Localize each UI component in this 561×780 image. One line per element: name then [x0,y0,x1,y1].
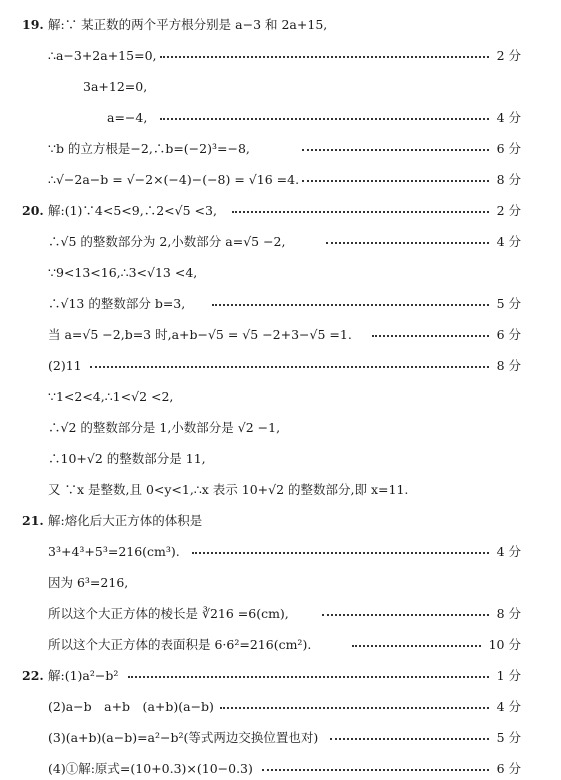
line [0,665,561,687]
line [0,541,561,563]
line [0,634,561,656]
leader-dots [322,614,489,616]
leader-dots [302,149,489,151]
line [0,45,561,67]
leader-dots [220,707,489,709]
line [0,510,561,532]
line [0,355,561,377]
line [0,572,561,594]
line-text: (2)a−b a+b (a+b)(a−b) [48,699,214,714]
leader-dots [372,335,489,337]
leader-dots [352,645,481,647]
line-text: (2)11 [48,358,82,373]
line [0,727,561,749]
line-text: 所以这个大正方体的表面积是 6·6²=216(cm²). [48,637,312,652]
leader-dots [232,211,489,213]
score: 6 分 [496,327,521,342]
score: 4 分 [496,544,521,559]
line-text: 解:∵ 某正数的两个平方根分别是 a−3 和 2a+15, [48,17,328,32]
line [0,76,561,98]
line [0,386,561,408]
line [0,138,561,160]
score: 2 分 [496,48,521,63]
line-text: 解:(1)a²−b² [48,668,119,683]
line-text: 解:(1)∵4<5<9,∴2<√5 <3, [48,203,217,218]
line-text: 又 ∵x 是整数,且 0<y<1,∴x 表示 10+√2 的整数部分,即 x=11. [48,482,409,497]
question-number: 19. [22,17,44,32]
score: 6 分 [496,141,521,156]
line [0,262,561,284]
line-text: (3)(a+b)(a−b)=a²−b²(等式两边交换位置也对) [48,730,319,745]
score: 8 分 [496,172,521,187]
question-number: 21. [22,513,44,528]
leader-dots [90,366,489,368]
score: 4 分 [496,234,521,249]
question-number: 20. [22,203,44,218]
line [0,293,561,315]
score: 5 分 [496,296,521,311]
line-text: ∴√−2a−b = √−2×(−4)−(−8) = √16 =4. [48,172,300,187]
line-text: ∴√2 的整数部分是 1,小数部分是 √2 −1, [48,420,281,435]
score: 5 分 [496,730,521,745]
score: 6 分 [496,761,521,776]
line [0,417,561,439]
line-text: 当 a=√5 −2,b=3 时,a+b−√5 = √5 −2+3−√5 =1. [48,327,352,342]
line [0,696,561,718]
line-text: 3a+12=0, [83,79,148,94]
line-text: ∵1<2<4,∴1<√2 <2, [48,389,174,404]
score: 2 分 [496,203,521,218]
line [0,758,561,780]
line [0,324,561,346]
leader-dots [330,738,489,740]
score: 8 分 [496,606,521,621]
line [0,169,561,191]
score: 4 分 [496,699,521,714]
leader-dots [326,242,489,244]
line-text: ∵b 的立方根是−2,∴b=(−2)³=−8, [48,141,250,156]
leader-dots [128,676,489,678]
line [0,107,561,129]
line-text: ∴√13 的整数部分 b=3, [48,296,186,311]
line-text: 因为 6³=216, [48,575,129,590]
line [0,231,561,253]
line-text: ∴10+√2 的整数部分是 11, [48,451,206,466]
leader-dots [160,56,489,58]
line-text: a=−4, [107,110,148,125]
line-text: 解:熔化后大正方体的体积是 [48,513,203,528]
score: 10 分 [488,637,521,652]
leader-dots [192,552,489,554]
question-number: 22. [22,668,44,683]
score: 1 分 [496,668,521,683]
line-text: 所以这个大正方体的棱长是 ∛216 =6(cm), [48,606,289,621]
score: 4 分 [496,110,521,125]
line-text: ∴√5 的整数部分为 2,小数部分 a=√5 −2, [48,234,286,249]
line [0,448,561,470]
leader-dots [262,769,489,771]
line-text: ∵9<13<16,∴3<√13 <4, [48,265,198,280]
line [0,14,561,36]
line-text: ∴a−3+2a+15=0, [48,48,157,63]
line-text: (4)①解:原式=(10+0.3)×(10−0.3) [48,761,253,776]
score: 8 分 [496,358,521,373]
line-text: 3³+4³+5³=216(cm³). [48,544,180,559]
leader-dots [160,118,489,120]
leader-dots [302,180,489,182]
leader-dots [212,304,489,306]
line [0,200,561,222]
line [0,479,561,501]
line [0,603,561,625]
